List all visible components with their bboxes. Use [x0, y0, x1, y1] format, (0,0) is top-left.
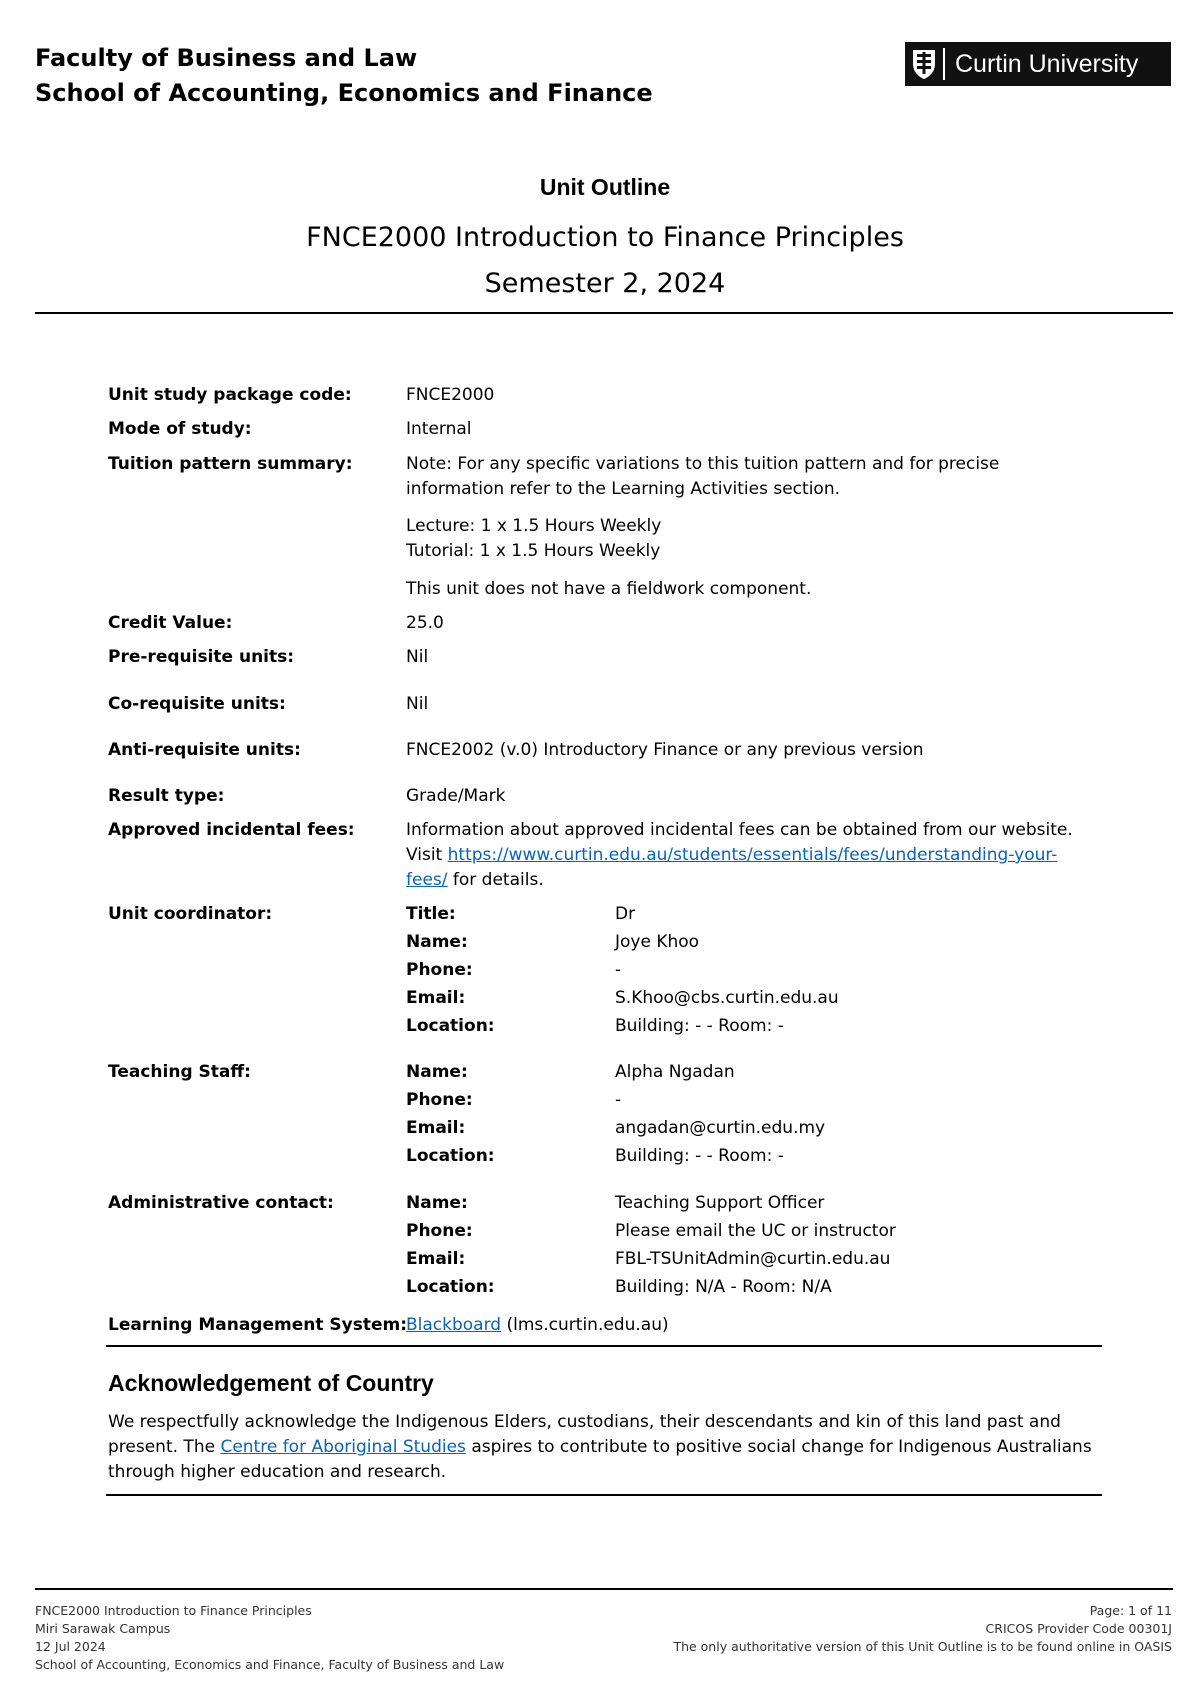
teaching-name-label: Name:: [406, 1062, 468, 1082]
title-rule: [35, 312, 1173, 314]
aboriginal-studies-link[interactable]: Centre for Aboriginal Studies: [220, 1437, 466, 1457]
tutorial-pattern: Tutorial: 1 x 1.5 Hours Weekly: [406, 541, 661, 561]
logo-text: Curtin University: [955, 49, 1139, 78]
footer-date: 12 Jul 2024: [35, 1639, 106, 1654]
coordinator-location: Building: - - Room: -: [615, 1016, 784, 1036]
coordinator-email-label: Email:: [406, 988, 466, 1008]
footer-cricos: CRICOS Provider Code 00301J: [985, 1621, 1172, 1636]
teaching-location: Building: - - Room: -: [615, 1146, 784, 1166]
footer-campus: Miri Sarawak Campus: [35, 1621, 171, 1636]
tuition-note-1: Note: For any specific variations to this tuition pattern and for precise: [406, 454, 1000, 474]
package-code-label: Unit study package code:: [108, 385, 352, 405]
acknowledgement-text-1: We respectfully acknowledge the Indigenous Elders, custodians, their descendants and kin of this land past and present. The: [108, 1412, 1061, 1457]
blackboard-link[interactable]: Blackboard: [406, 1315, 502, 1335]
lecture-pattern: Lecture: 1 x 1.5 Hours Weekly: [406, 516, 662, 536]
admin-phone-label: Phone:: [406, 1221, 473, 1241]
result-value: Grade/Mark: [406, 786, 506, 806]
fees-link[interactable]: https://www.curtin.edu.au/students/essentials/fees/understanding-your-: [447, 845, 1058, 865]
admin-name-label: Name:: [406, 1193, 468, 1213]
unit-title: FNCE2000 Introduction to Finance Principles: [306, 222, 904, 253]
admin-email: FBL-TSUnitAdmin@curtin.edu.au: [615, 1249, 891, 1269]
admin-label: Administrative contact:: [108, 1193, 334, 1213]
credit-value: 25.0: [406, 613, 444, 633]
coreq-value: Nil: [406, 694, 429, 714]
teaching-label: Teaching Staff:: [108, 1062, 251, 1082]
admin-email-label: Email:: [406, 1249, 466, 1269]
footer-unit: FNCE2000 Introduction to Finance Principles: [35, 1603, 312, 1618]
footer-rule: [35, 1588, 1173, 1590]
faculty-name: Faculty of Business and Law: [35, 44, 418, 72]
curtin-logo: [905, 42, 1171, 86]
logo-separator: [943, 48, 945, 80]
admin-location: Building: N/A - Room: N/A: [615, 1277, 832, 1297]
coordinator-email: S.Khoo@cbs.curtin.edu.au: [615, 988, 839, 1008]
result-label: Result type:: [108, 786, 225, 806]
fees-link-continued[interactable]: fees/: [406, 870, 448, 890]
teaching-email-label: Email:: [406, 1118, 466, 1138]
tuition-label: Tuition pattern summary:: [108, 454, 353, 474]
doc-type: Unit Outline: [539, 174, 671, 200]
antireq-label: Anti-requisite units:: [108, 740, 301, 760]
lms-domain: (lms.curtin.edu.au): [501, 1315, 669, 1335]
crest-icon: [905, 42, 943, 86]
coordinator-phone: -: [615, 960, 622, 980]
coordinator-title: Dr: [615, 904, 636, 924]
coordinator-name-label: Name:: [406, 932, 468, 952]
prereq-label: Pre-requisite units:: [108, 647, 295, 667]
footer-page: Page: 1 of 11: [1089, 1603, 1172, 1618]
acknowledgement-rule: [106, 1494, 1102, 1496]
semester: Semester 2, 2024: [484, 268, 726, 299]
credit-label: Credit Value:: [108, 613, 233, 633]
admin-phone: Please email the UC or instructor: [615, 1221, 896, 1241]
lms-label: Learning Management System:: [108, 1315, 408, 1335]
coordinator-label: Unit coordinator:: [108, 904, 273, 924]
fees-line-3: [406, 870, 544, 890]
coordinator-name: Joye Khoo: [615, 932, 700, 952]
teaching-name: Alpha Ngadan: [615, 1062, 735, 1082]
admin-name: Teaching Support Officer: [615, 1193, 825, 1213]
lms-value: [406, 1315, 669, 1335]
fees-visit-text: Visit: [406, 845, 448, 865]
footer-authoritative: The only authoritative version of this Unit Outline is to be found online in OASIS: [673, 1639, 1172, 1654]
tuition-note-2: information refer to the Learning Activities section.: [406, 479, 840, 499]
fees-tail-text: for details.: [447, 870, 544, 890]
antireq-value: FNCE2002 (v.0) Introductory Finance or any previous version: [406, 740, 924, 760]
school-name: School of Accounting, Economics and Finance: [35, 79, 653, 107]
mode: Internal: [406, 419, 472, 439]
coordinator-title-label: Title:: [406, 904, 456, 924]
coordinator-location-label: Location:: [406, 1016, 495, 1036]
teaching-phone: -: [615, 1090, 622, 1110]
fees-line-1: Information about approved incidental fees can be obtained from our website.: [406, 820, 1073, 840]
teaching-email: angadan@curtin.edu.my: [615, 1118, 826, 1138]
prereq-value: Nil: [406, 647, 429, 667]
fieldwork-note: This unit does not have a fieldwork component.: [406, 579, 812, 599]
teaching-phone-label: Phone:: [406, 1090, 473, 1110]
footer-right: [673, 1602, 1172, 1656]
acknowledgement-text: [108, 1410, 1108, 1485]
footer-left: [35, 1602, 504, 1674]
package-code: FNCE2000: [406, 385, 495, 405]
footer-school: School of Accounting, Economics and Finance, Faculty of Business and Law: [35, 1657, 505, 1672]
teaching-location-label: Location:: [406, 1146, 495, 1166]
fees-line-2: [406, 845, 1057, 865]
coreq-label: Co-requisite units:: [108, 694, 286, 714]
fees-label: Approved incidental fees:: [108, 820, 355, 840]
mode-label: Mode of study:: [108, 419, 252, 439]
admin-location-label: Location:: [406, 1277, 495, 1297]
acknowledgement-heading: Acknowledgement of Country: [108, 1370, 434, 1396]
coordinator-phone-label: Phone:: [406, 960, 473, 980]
lms-rule: [106, 1345, 1102, 1347]
acknowledgement-text-2: aspires to contribute to positive social change for Indigenous Australians through higher education and research.: [108, 1437, 1092, 1482]
